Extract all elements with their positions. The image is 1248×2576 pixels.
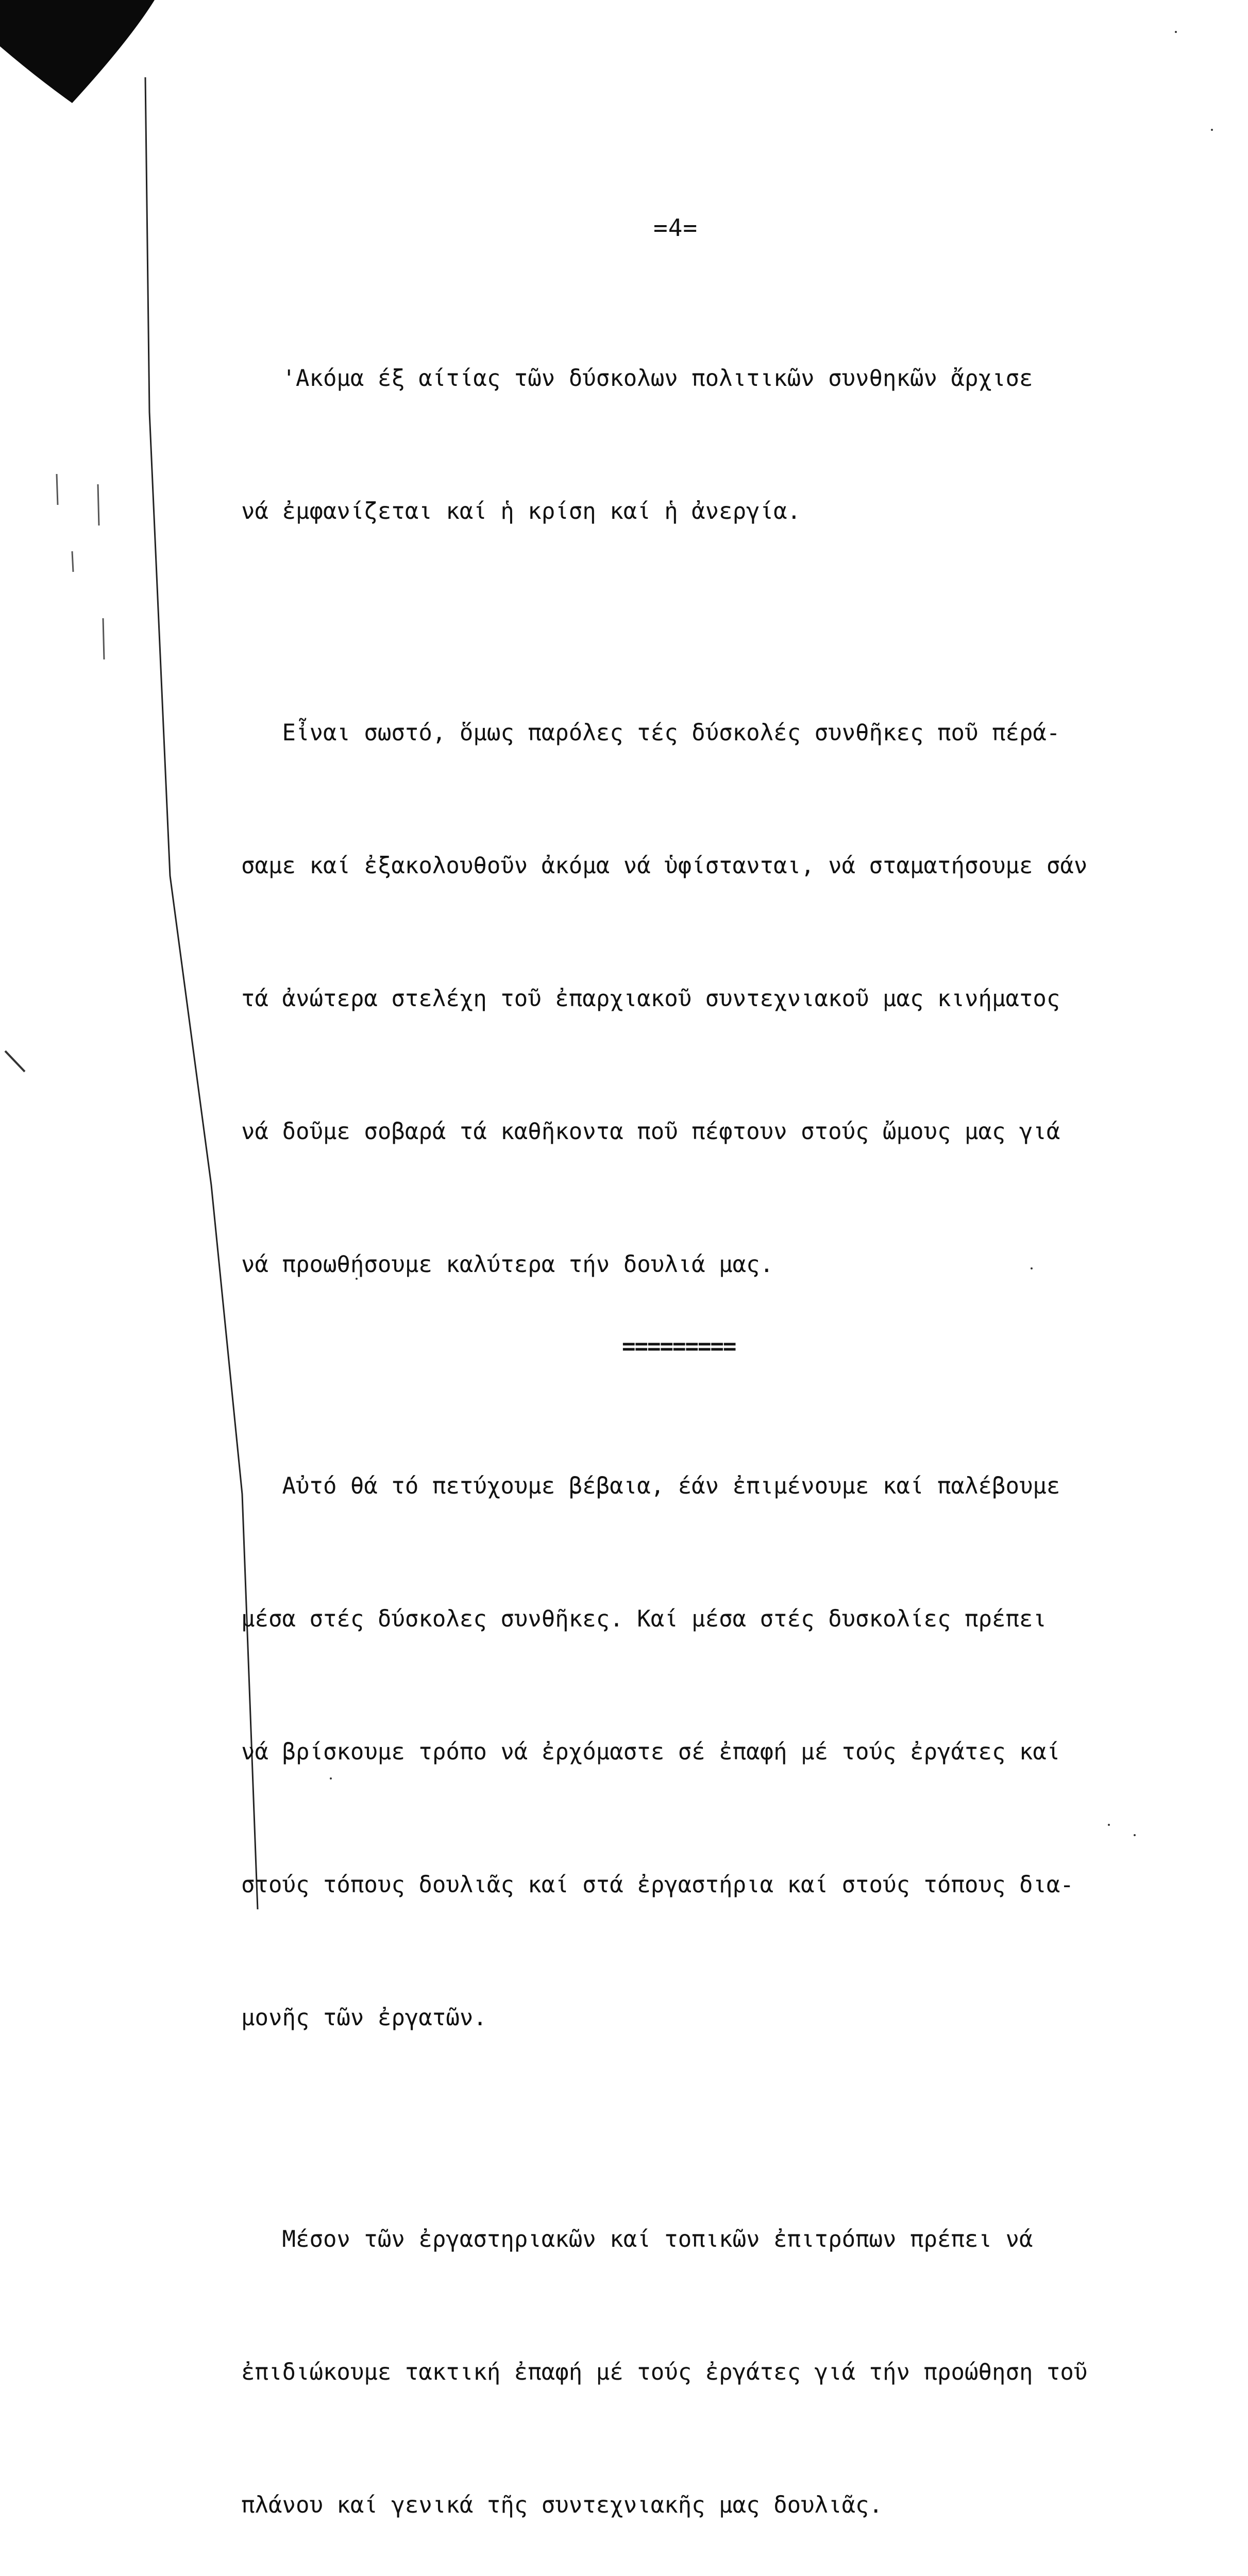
paragraph bbox=[241, 622, 1220, 1376]
scan-speck bbox=[1211, 129, 1213, 131]
scan-speck bbox=[1175, 31, 1177, 33]
text-line: τά ἀνώτερα στελέχη τοῦ ἐπαρχιακοῦ συντεχνιακοῦ μας κινήματος bbox=[241, 986, 1060, 1012]
scan-speck bbox=[1134, 1834, 1136, 1836]
text-line: μέσα στές δύσκολες συνθῆκες. Καί μέσα στές δυσκολίες πρέπει bbox=[241, 1606, 1047, 1632]
text-line: στούς τόπους δουλιᾶς καί στά ἐργαστήρια καί στούς τόπους δια- bbox=[241, 1872, 1074, 1898]
text-line: μονῆς τῶν ἐργατῶν. bbox=[241, 2005, 487, 2031]
text-line: πλάνου καί γενικά τῆς συντεχνιακῆς μας δουλιᾶς. bbox=[241, 2492, 883, 2518]
paragraph bbox=[241, 2129, 1220, 2576]
text-line: σαμε καί ἐξακολουθοῦν ἀκόμα νά ὑφίστανται, νά σταματήσουμε σάν bbox=[241, 853, 1088, 879]
paragraph bbox=[241, 268, 1220, 622]
scan-speck bbox=[1031, 1267, 1033, 1269]
text-line: 'Ακόμα έξ αίτίας τῶν δύσκολων πολιτικῶν συνθηκῶν ἄρχισε bbox=[241, 365, 1033, 392]
end-of-text-rule: ========= bbox=[622, 1333, 736, 1360]
paragraph bbox=[241, 1376, 1220, 2129]
text-line: νά προωθήσουμε καλύτερα τήν δουλιά μας. bbox=[241, 1251, 774, 1278]
text-line: νά δοῦμε σοβαρά τά καθῆκοντα ποῦ πέφτουν στούς ὤμους μας γιά bbox=[241, 1118, 1060, 1145]
scan-speck bbox=[1108, 1824, 1110, 1826]
document-body bbox=[241, 268, 1220, 2576]
scan-speck bbox=[330, 1777, 332, 1780]
scan-speck bbox=[356, 1278, 358, 1280]
text-line: Εἶναι σωστό, ὅμως παρόλες τές δύσκολές συνθῆκες ποῦ πέρά- bbox=[241, 720, 1060, 746]
text-line: νά ἐμφανίζεται καί ἡ κρίση καί ἡ ἀνεργία. bbox=[241, 498, 801, 524]
text-line: Αὐτό θά τό πετύχουμε βέβαια, έάν ἐπιμένουμε καί παλέβουμε bbox=[241, 1473, 1060, 1499]
page-number: =4= bbox=[653, 214, 698, 242]
text-line: ἐπιδιώκουμε τακτική ἐπαφή μέ τούς ἐργάτες γιά τήν προώθηση τοῦ bbox=[241, 2359, 1088, 2385]
scan-corner-shadow bbox=[0, 0, 170, 118]
text-line: νά βρίσκουμε τρόπο νά ἐρχόμαστε σέ ἐπαφή μέ τούς ἐργάτες καί bbox=[241, 1739, 1060, 1765]
text-line: Μέσον τῶν ἐργαστηριακῶν καί τοπικῶν ἐπιτρόπων πρέπει νά bbox=[241, 2226, 1033, 2252]
